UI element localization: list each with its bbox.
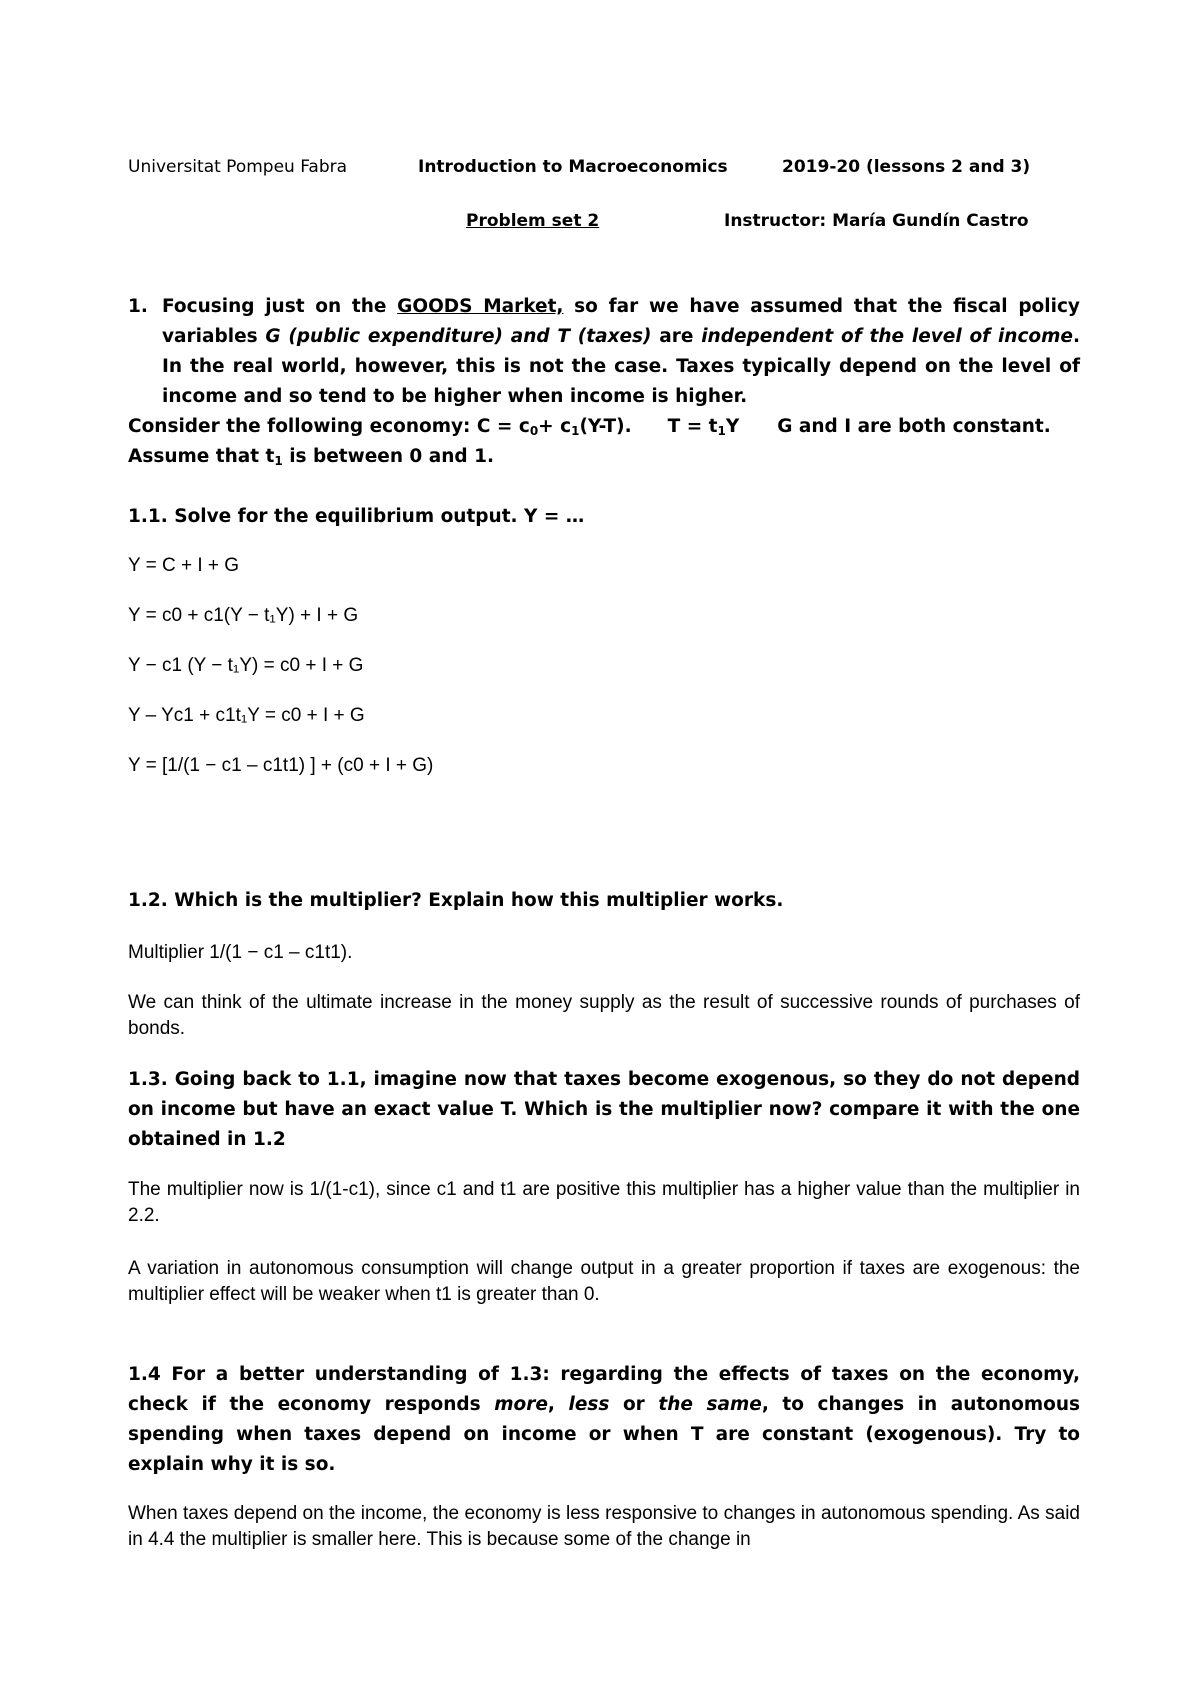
question-1-text: Focusing just on the GOODS Market, so far we have assumed that the fiscal policy variables G (public expenditure) and T (taxes) are independent of the level of income. In the real world, however, this is not the case. Taxes typically depend on the level of income and so tend to be higher when income is higher. xyxy=(162,296,1080,407)
answer-1-3-multiplier: The multiplier now is 1/(1-c1), since c1 and t1 are positive this multiplier has a higher value than the multiplier in 2.2. xyxy=(128,1179,1080,1226)
question-1-1-title: 1.1. Solve for the equilibrium output. Y = … xyxy=(128,506,585,527)
course-title: Introduction to Macroeconomics xyxy=(418,157,728,177)
equation-1: Y = C + I + G xyxy=(128,555,240,576)
question-1-4-title: 1.4 For a better understanding of 1.3: regarding the effects of taxes on the economy, check if the economy responds more, less or the same, to changes in autonomous spending when taxes depend on income or when T are constant (exogenous). Try to explain why it is so. xyxy=(128,1364,1081,1475)
assumption-text: Assume that $t_1$ is between 0 and 1. xyxy=(128,446,494,468)
answer-1-2-explanation: We can think of the ultimate increase in the money supply as the result of successive rounds of purchases of bonds. xyxy=(128,992,1080,1039)
question-1-number: 1. xyxy=(128,296,148,317)
answer-1-3-explanation: A variation in autonomous consumption will change output in a greater proportion if taxes are exogenous: the multiplier effect will be weaker when t1 is greater than 0. xyxy=(128,1258,1080,1305)
equation-4: Y – Yc1 + c1t₁Y = c0 + I + G xyxy=(128,705,365,726)
term-label: 2019-20 (lessons 2 and 3) xyxy=(782,157,1031,177)
equation-3: Y − c1 (Y − t₁Y) = c0 + I + G xyxy=(128,655,364,676)
question-1-3-title: 1.3. Going back to 1.1, imagine now that taxes become exogenous, so they do not depend on income but have an exact value T. Which is the multiplier now? compare it with the one obtained in 1.2 xyxy=(128,1069,1080,1150)
equation-2: Y = c0 + c1(Y − t₁Y) + I + G xyxy=(128,605,359,626)
problem-set-title: Problem set 2 xyxy=(466,211,600,231)
university-name: Universitat Pompeu Fabra xyxy=(128,157,348,177)
instructor-label: Instructor: María Gundín Castro xyxy=(724,211,1029,231)
question-1-2-title: 1.2. Which is the multiplier? Explain how this multiplier works. xyxy=(128,890,784,911)
economy-definition: Consider the following economy: $C = c_0+ c_1(Y-T)$. $T = t_1Y$ G and I are both constant. xyxy=(128,416,1051,438)
answer-1-4-text: When taxes depend on the income, the economy is less responsive to changes in autonomous spending. As said in 4.4 the multiplier is smaller here. This is because some of the change in xyxy=(128,1503,1080,1550)
answer-1-2-multiplier: Multiplier 1/(1 − c1 – c1t1). xyxy=(128,942,353,963)
equation-5: Y = [1/(1 − c1 – c1t1) ] + (c0 + I + G) xyxy=(128,755,434,776)
